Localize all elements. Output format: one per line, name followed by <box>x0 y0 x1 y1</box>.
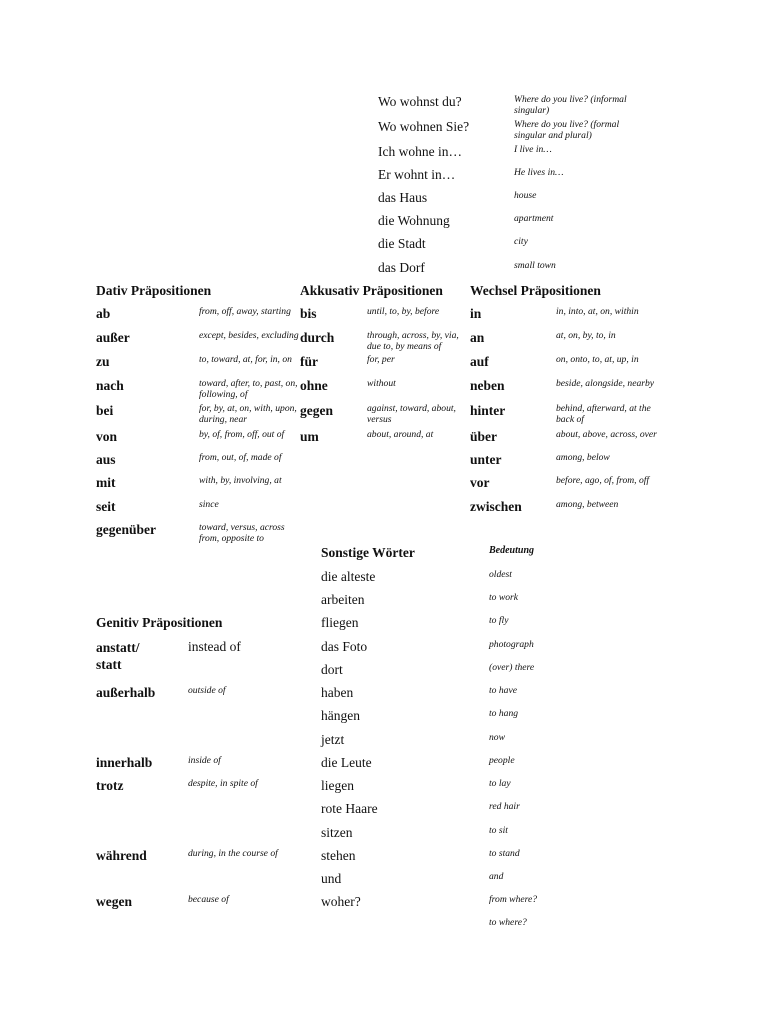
prep-word: anstatt/ statt <box>96 640 140 672</box>
prep-word: an <box>470 330 485 345</box>
vocab-word: dort <box>321 662 343 677</box>
section-title: Akkusativ Präpositionen <box>300 283 443 298</box>
prep-word: trotz <box>96 778 124 793</box>
vocab-meaning: apartment <box>514 213 554 224</box>
prep-meaning: until, to, by, before <box>367 306 440 317</box>
vocab-word: haben <box>321 685 354 700</box>
prep-meaning: instead of <box>188 639 241 654</box>
vocab-meaning: small town <box>514 260 556 271</box>
vocab-meaning: city <box>514 236 528 247</box>
prep-word: in <box>470 306 482 321</box>
vocab-word: jetzt <box>321 732 345 747</box>
vocab-word: rote Haare <box>321 801 378 816</box>
prep-word: außerhalb <box>96 685 156 700</box>
vocab-meaning: to hang <box>489 708 519 719</box>
prep-word: bei <box>96 403 114 418</box>
vocab-meaning: (over) there <box>489 662 535 673</box>
prep-meaning: from, out, of, made of <box>199 452 282 463</box>
prep-meaning: toward, after, to, past, on, following, of <box>199 378 298 400</box>
vocab-meaning: from where? <box>489 894 538 905</box>
vocab-meaning: Where do you live? (formal singular and plural) <box>514 119 620 141</box>
prep-meaning: because of <box>188 894 229 905</box>
prep-word: durch <box>300 330 335 345</box>
vocab-word: fliegen <box>321 615 359 630</box>
vocab-meaning: to have <box>489 685 517 696</box>
prep-meaning: through, across, by, via, due to, by means of <box>367 330 459 352</box>
prep-meaning: behind, afterward, at the back of <box>556 403 651 425</box>
vocab-meaning: and <box>489 871 504 882</box>
prep-meaning: from, off, away, starting <box>199 306 291 317</box>
vocab-word: woher? <box>321 894 361 909</box>
vocab-meaning: to lay <box>489 778 511 789</box>
vocab-meaning: people <box>489 755 515 766</box>
prep-word: vor <box>470 475 490 490</box>
vocab-meaning: now <box>489 732 505 743</box>
vocab-meaning: He lives in… <box>514 167 564 178</box>
vocab-meaning: house <box>514 190 537 201</box>
prep-word: gegenüber <box>96 522 156 537</box>
prep-word: auf <box>470 354 489 369</box>
prep-meaning: toward, versus, across from, opposite to <box>199 522 285 544</box>
vocab-meaning: I live in… <box>514 144 552 155</box>
prep-meaning: with, by, involving, at <box>199 475 282 486</box>
prep-meaning: for, per <box>367 354 395 365</box>
prep-meaning: for, by, at, on, with, upon, during, near <box>199 403 297 425</box>
prep-meaning: beside, alongside, nearby <box>556 378 655 389</box>
prep-word: nach <box>96 378 124 393</box>
prep-word: seit <box>96 499 116 514</box>
vocab-word: das Dorf <box>378 260 425 275</box>
vocab-word: die alteste <box>321 569 376 584</box>
prep-word: für <box>300 354 318 369</box>
prep-meaning: during, in the course of <box>188 848 278 859</box>
vocab-word: und <box>321 871 342 886</box>
vocab-meaning: Where do you live? (informal singular) <box>514 94 627 116</box>
prep-word: um <box>300 429 319 444</box>
prep-meaning: except, besides, excluding <box>199 330 299 341</box>
vocab-meaning: red hair <box>489 801 520 812</box>
vocab-meaning: photograph <box>489 639 534 650</box>
prep-word: wegen <box>96 894 132 909</box>
vocab-meaning: to stand <box>489 848 520 859</box>
vocab-meaning: to sit <box>489 825 508 836</box>
prep-word: ohne <box>300 378 328 393</box>
prep-meaning: to, toward, at, for, in, on <box>199 354 292 365</box>
prep-word: hinter <box>470 403 506 418</box>
prep-meaning: outside of <box>188 685 226 696</box>
prep-word: während <box>96 848 147 863</box>
prep-meaning: among, between <box>556 499 619 510</box>
prep-word: mit <box>96 475 116 490</box>
prep-meaning: before, ago, of, from, off <box>556 475 650 486</box>
prep-word: bis <box>300 306 317 321</box>
vocab-word: das Foto <box>321 639 368 654</box>
section-title: Sonstige Wörter <box>321 545 415 560</box>
prep-word: ab <box>96 306 111 321</box>
section-title: Dativ Präpositionen <box>96 283 212 298</box>
vocab-word: stehen <box>321 848 356 863</box>
prep-word: außer <box>96 330 130 345</box>
prep-word: über <box>470 429 497 444</box>
prep-word: innerhalb <box>96 755 153 770</box>
prep-meaning: despite, in spite of <box>188 778 258 789</box>
prep-word: unter <box>470 452 502 467</box>
meaning-header: Bedeutung <box>489 545 535 556</box>
vocab-word: die Stadt <box>378 236 426 251</box>
prep-word: aus <box>96 452 116 467</box>
vocab-word: Ich wohne in… <box>378 144 462 159</box>
vocab-word: Wo wohnen Sie? <box>378 119 470 134</box>
prep-meaning: in, into, at, on, within <box>556 306 639 317</box>
vocab-word: arbeiten <box>321 592 365 607</box>
vocab-word: Er wohnt in… <box>378 167 456 182</box>
prep-word: gegen <box>300 403 333 418</box>
vocab-meaning: to fly <box>489 615 509 626</box>
prep-meaning: inside of <box>188 755 221 766</box>
prep-word: zwischen <box>470 499 522 514</box>
prep-meaning: among, below <box>556 452 610 463</box>
prep-meaning: without <box>367 378 396 389</box>
vocab-meaning: to work <box>489 592 519 603</box>
prep-meaning: about, above, across, over <box>556 429 657 440</box>
vocab-word: die Wohnung <box>378 213 450 228</box>
prep-word: von <box>96 429 118 444</box>
vocab-word: die Leute <box>321 755 372 770</box>
prep-meaning: by, of, from, off, out of <box>199 429 285 440</box>
prep-meaning: about, around, at <box>367 429 434 440</box>
section-title: Genitiv Präpositionen <box>96 615 223 630</box>
vocab-word: Wo wohnst du? <box>378 94 462 109</box>
section-title: Wechsel Präpositionen <box>470 283 601 298</box>
prep-meaning: since <box>199 499 219 510</box>
vocab-word: liegen <box>321 778 354 793</box>
vocab-meaning: oldest <box>489 569 512 580</box>
prep-meaning: against, toward, about, versus <box>367 403 456 425</box>
prep-meaning: at, on, by, to, in <box>556 330 616 341</box>
prep-meaning: on, onto, to, at, up, in <box>556 354 639 365</box>
vocab-word: sitzen <box>321 825 353 840</box>
prep-word: zu <box>96 354 110 369</box>
prep-word: neben <box>470 378 505 393</box>
vocab-word: hängen <box>321 708 360 723</box>
vocab-word: das Haus <box>378 190 428 205</box>
vocab-meaning: to where? <box>489 917 527 928</box>
